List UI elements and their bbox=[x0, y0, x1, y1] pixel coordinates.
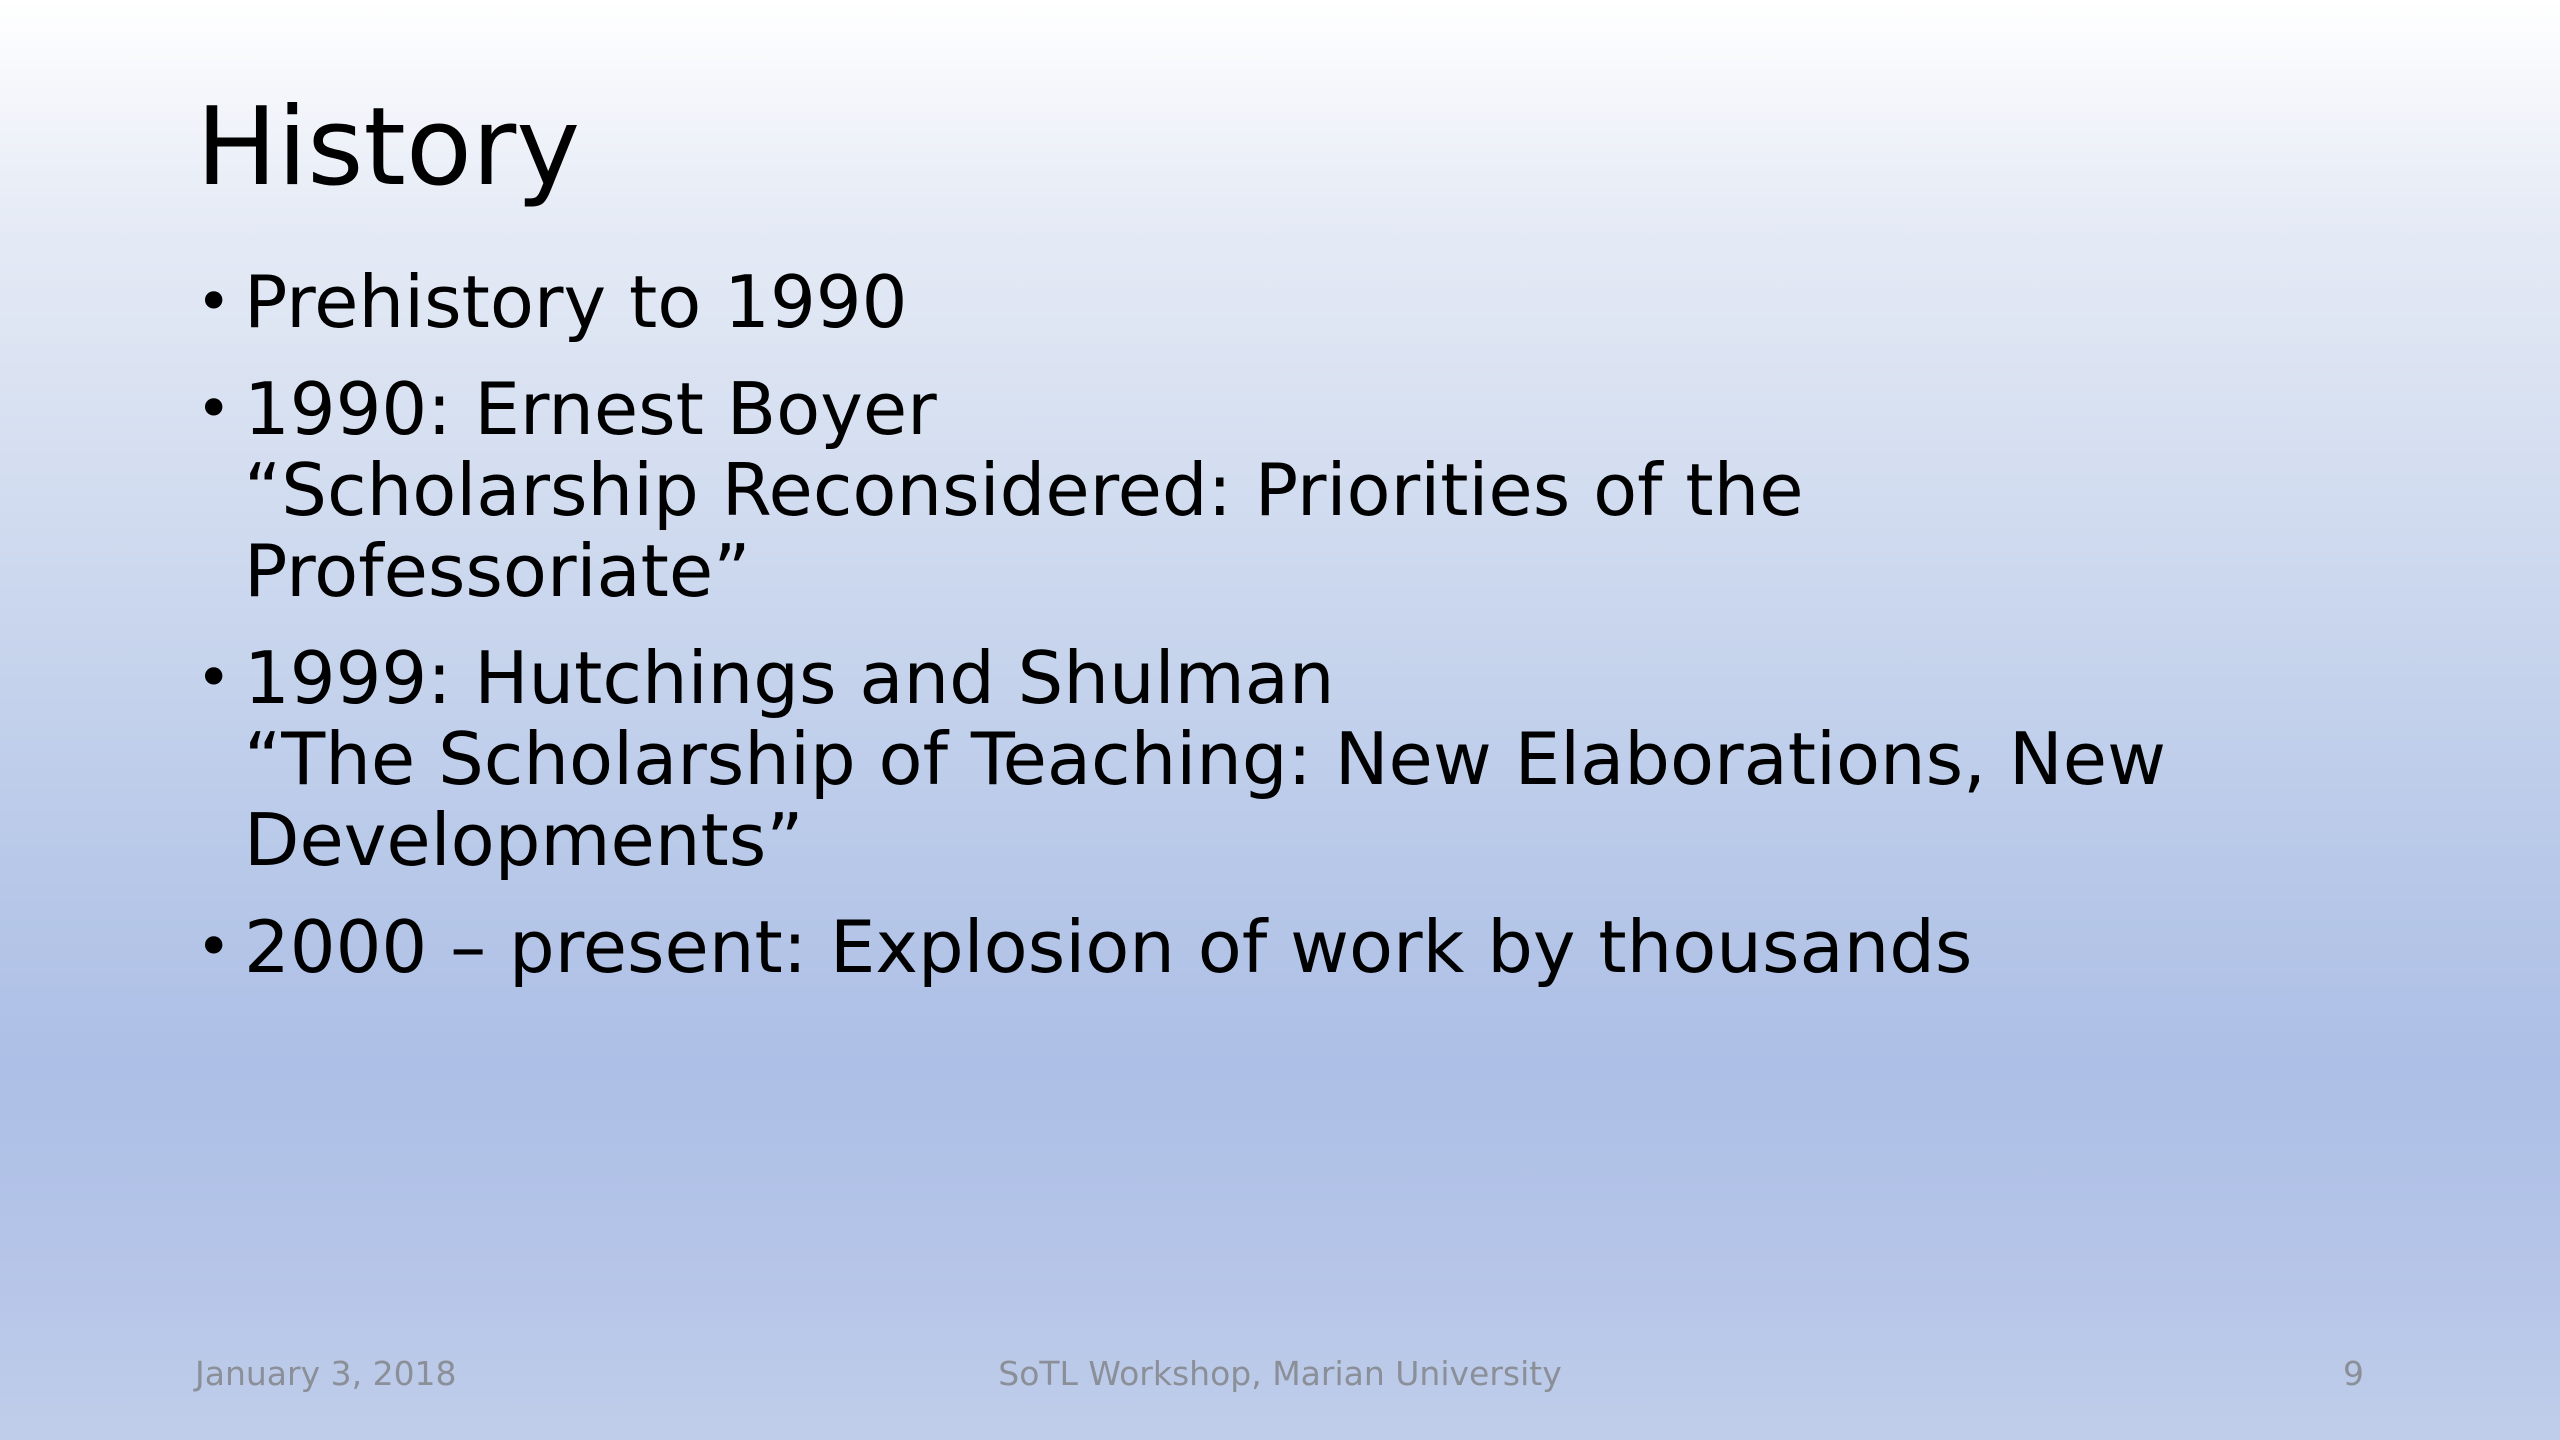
footer-title: SoTL Workshop, Marian University bbox=[998, 1354, 1562, 1393]
bullet-line: 1990: Ernest Boyer bbox=[244, 367, 937, 451]
bullet-item bbox=[196, 369, 2456, 612]
bullet-icon: • bbox=[196, 643, 232, 713]
bullet-line: 2000 – present: Explosion of work by thousands bbox=[244, 905, 1973, 989]
footer-date: January 3, 2018 bbox=[195, 1354, 457, 1393]
bullet-line: Developments” bbox=[244, 798, 804, 882]
slide-number: 9 bbox=[2343, 1354, 2364, 1393]
bullet-item bbox=[196, 638, 2456, 881]
bullet-line: 1999: Hutchings and Shulman bbox=[244, 636, 1335, 720]
slide-title: History bbox=[196, 85, 581, 210]
bullet-icon: • bbox=[196, 267, 232, 337]
bullet-list bbox=[196, 262, 2456, 1014]
bullet-line: “Scholarship Reconsidered: Priorities of the bbox=[244, 448, 1804, 532]
bullet-icon: • bbox=[196, 374, 232, 444]
bullet-item bbox=[196, 907, 2456, 988]
bullet-icon: • bbox=[196, 912, 232, 982]
bullet-item bbox=[196, 262, 2456, 343]
bullet-line: Prehistory to 1990 bbox=[244, 260, 908, 344]
bullet-line: Professoriate” bbox=[244, 529, 751, 613]
bullet-line: “The Scholarship of Teaching: New Elaborations, New bbox=[244, 717, 2166, 801]
